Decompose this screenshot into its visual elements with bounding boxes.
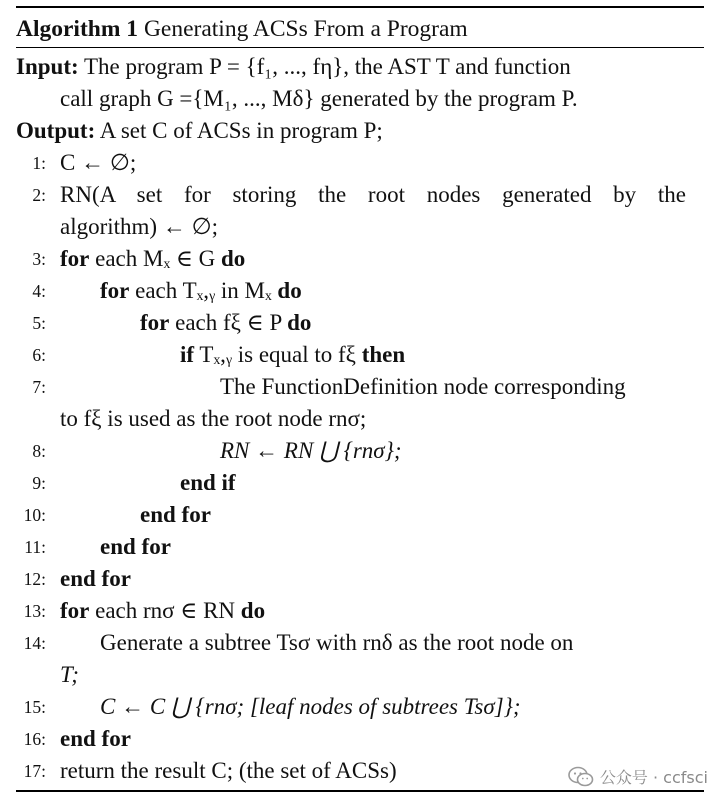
line-number: 5:: [32, 313, 46, 333]
step-text-cont: algorithm) ← ∅;: [60, 214, 219, 239]
line-number: 13:: [23, 601, 46, 621]
keyword-do: do: [240, 598, 266, 623]
output-line: [16, 116, 686, 146]
line-number: 12:: [23, 569, 46, 589]
keyword-for: for: [100, 278, 130, 303]
keyword-end-for: end for: [140, 502, 211, 527]
input-line-2: [60, 84, 722, 114]
watermark: [568, 765, 708, 788]
top-rule: [16, 6, 704, 8]
line-number: 16:: [23, 729, 46, 749]
keyword-do: do: [221, 246, 246, 271]
line-number: 6:: [32, 345, 46, 365]
output-text: A set C of ACSs in program P;: [99, 118, 383, 143]
keyword-for: for: [60, 246, 90, 271]
keyword-if: if: [180, 342, 195, 367]
watermark-text: 公众号 · ccfsci: [599, 768, 708, 787]
line-number: 2:: [32, 185, 46, 205]
keyword-end-for: end for: [100, 534, 171, 559]
input-line: [16, 52, 686, 82]
step-text: each fξ ∈ P: [175, 310, 282, 335]
algorithm-title: [16, 14, 468, 44]
keyword-for: for: [140, 310, 170, 335]
step-text: C ← ∅;: [60, 150, 137, 175]
step-text: return the result C; (the set of ACSs): [60, 758, 397, 783]
line-number: 1:: [32, 153, 46, 173]
step-text-cont: to fξ is used as the root node rnσ;: [60, 406, 367, 431]
keyword-end-for: end for: [60, 566, 131, 591]
output-label: Output:: [16, 118, 96, 143]
line-number: 14:: [23, 633, 46, 653]
step-text: RN(A set for storing the root nodes generated by the: [60, 182, 686, 207]
keyword-then: then: [361, 342, 406, 367]
step-text: The FunctionDefinition node corresponding: [220, 374, 626, 399]
input-text-1: The program P = {f₁, ..., fη}, the AST T and function: [84, 54, 571, 79]
step-text: each Tₓ,ᵧ in Mₓ: [135, 278, 272, 303]
line-number: 8:: [32, 441, 46, 461]
line-number: 10:: [23, 505, 46, 525]
step-text: each rnσ ∈ RN: [95, 598, 236, 623]
line-number: 3:: [32, 249, 46, 269]
line-number: 17:: [23, 761, 46, 781]
keyword-do: do: [277, 278, 302, 303]
wechat-icon: [568, 766, 594, 788]
line-number: 9:: [32, 473, 46, 493]
step-text: RN ← RN ⋃ {rnσ};: [220, 438, 402, 463]
step-text: Generate a subtree Tsσ with rnδ as the root node on: [100, 630, 574, 655]
line-number: 15:: [23, 697, 46, 717]
step-text: Tₓ,ᵧ is equal to fξ: [199, 342, 356, 367]
line-number: 7:: [32, 377, 46, 397]
keyword-for: for: [60, 598, 90, 623]
line-number: 11:: [24, 537, 46, 557]
step-text: C ← C ⋃ {rnσ; [leaf nodes of subtrees Tsσ]};: [100, 694, 521, 719]
step-text: each Mₓ ∈ G: [95, 246, 216, 271]
line-number: 4:: [32, 281, 46, 301]
keyword-end-for: end for: [60, 726, 131, 751]
bottom-rule: [16, 790, 704, 792]
keyword-end-if: end if: [180, 470, 236, 495]
input-label: Input:: [16, 54, 79, 79]
algorithm-caption: Generating ACSs From a Program: [143, 16, 468, 42]
keyword-do: do: [287, 310, 312, 335]
title-rule: [16, 47, 704, 48]
step-text-cont: T;: [60, 662, 79, 687]
algorithm-label: Algorithm 1: [16, 16, 139, 42]
input-text-2: call graph G ={M₁, ..., Mδ} generated by the program P.: [60, 86, 578, 111]
